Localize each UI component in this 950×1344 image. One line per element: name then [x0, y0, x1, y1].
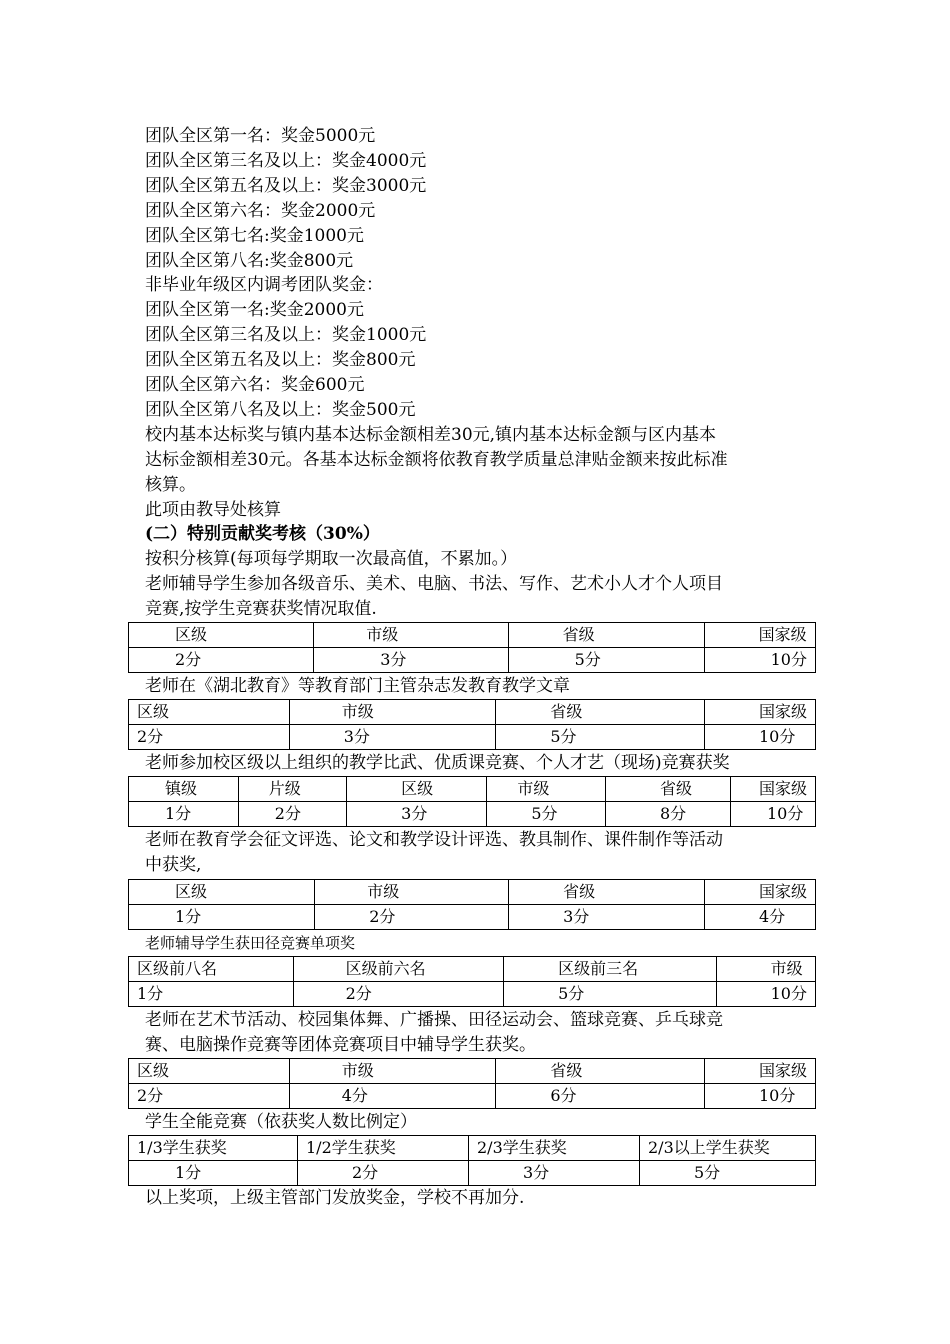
table-cell: 镇级	[129, 777, 239, 802]
table-header-row	[129, 880, 816, 905]
table-cell: 区级	[129, 623, 314, 648]
table-cell: 国家级	[704, 623, 815, 648]
text-line: 团队全区第一名：奖金5000元	[145, 126, 376, 146]
table-caption: 老师在《湖北教育》等教育部门主管杂志发教育教学文章	[145, 676, 570, 696]
text-line: 团队全区第一名:奖金2000元	[145, 300, 364, 320]
table-row	[129, 802, 816, 827]
text-line: 团队全区第七名:奖金1000元	[145, 226, 364, 246]
table-caption: 老师在教育学会征文评选、论文和教学设计评选、教具制作、课件制作等活动	[145, 830, 723, 850]
table-caption: 老师辅导学生获田径竞赛单项奖	[145, 934, 356, 952]
table-cell: 3分	[289, 725, 496, 750]
table-row	[129, 1161, 816, 1186]
text-line: 核算。	[145, 475, 196, 495]
table-header-row	[129, 623, 816, 648]
table-cell: 区级前三名	[504, 957, 717, 982]
score-table-individual-contest	[128, 622, 816, 673]
score-table-track-field	[128, 956, 816, 1007]
table-cell: 区级	[129, 880, 315, 905]
table-caption: 赛、电脑操作竞赛等团体竞赛项目中辅导学生获奖。	[145, 1035, 536, 1055]
table-cell: 1/3学生获奖	[129, 1136, 298, 1161]
table-row	[129, 905, 816, 930]
table-cell: 区级前六名	[293, 957, 504, 982]
score-table-team-contest	[128, 1058, 816, 1109]
table-cell: 国家级	[704, 1059, 815, 1084]
table-cell: 2分	[129, 1084, 290, 1109]
table-cell: 1分	[129, 905, 315, 930]
table-cell: 省级	[606, 777, 731, 802]
table-cell: 5分	[508, 648, 704, 673]
intro-text: 竞赛,按学生竞赛获奖情况取值.	[145, 599, 377, 619]
table-cell: 2/3以上学生获奖	[640, 1136, 816, 1161]
score-table-articles	[128, 699, 816, 750]
text-line: 校内基本达标奖与镇内基本达标金额相差30元,镇内基本达标金额与区内基本	[145, 425, 717, 445]
table-cell: 2/3学生获奖	[469, 1136, 640, 1161]
table-header-row	[129, 1059, 816, 1084]
text-line: 此项由教导处核算	[145, 500, 281, 520]
table-cell: 1/2学生获奖	[298, 1136, 469, 1161]
text-line: 团队全区第六名：奖金600元	[145, 375, 365, 395]
table-cell: 国家级	[730, 777, 815, 802]
table-cell: 1分	[129, 982, 294, 1007]
score-table-papers	[128, 879, 816, 930]
intro-text: 按积分核算(每项每学期取一次最高值，不累加。）	[145, 549, 518, 569]
table-cell: 市级	[289, 700, 496, 725]
table-cell: 3分	[347, 802, 487, 827]
text-line: 团队全区第三名及以上：奖金1000元	[145, 325, 427, 345]
table-row	[129, 982, 816, 1007]
table-cell: 10分	[704, 648, 815, 673]
table-cell: 市级	[289, 1059, 496, 1084]
text-line: 达标金额相差30元。各基本达标金额将依教育教学质量总津贴金额来按此标准	[145, 450, 728, 470]
table-cell: 片级	[238, 777, 346, 802]
table-cell: 2分	[129, 725, 290, 750]
table-cell: 市级	[314, 623, 508, 648]
table-cell: 区级	[129, 1059, 290, 1084]
table-cell: 区级前八名	[129, 957, 294, 982]
table-cell: 2分	[293, 982, 504, 1007]
table-cell: 省级	[496, 700, 705, 725]
table-cell: 10分	[716, 982, 815, 1007]
table-cell: 5分	[640, 1161, 816, 1186]
score-table-teaching-contest	[128, 776, 816, 827]
text-line: 团队全区第三名及以上：奖金4000元	[145, 151, 427, 171]
table-cell: 市级	[716, 957, 815, 982]
score-table-all-round	[128, 1135, 816, 1186]
table-cell: 3分	[314, 648, 508, 673]
table-caption: 学生全能竞赛（依获奖人数比例定）	[145, 1112, 417, 1132]
table-cell: 省级	[496, 1059, 705, 1084]
table-cell: 1分	[129, 1161, 298, 1186]
text-line: 团队全区第五名及以上：奖金800元	[145, 350, 416, 370]
table-cell: 10分	[704, 725, 815, 750]
text-line: 非毕业年级区内调考团队奖金：	[145, 275, 383, 295]
table-cell: 8分	[606, 802, 731, 827]
table-cell: 区级	[347, 777, 487, 802]
table-cell: 2分	[129, 648, 314, 673]
table-cell: 4分	[289, 1084, 496, 1109]
table-cell: 省级	[509, 880, 705, 905]
footer-note: 以上奖项，上级主管部门发放奖金，学校不再加分.	[145, 1188, 525, 1208]
table-cell: 5分	[487, 802, 606, 827]
table-cell: 3分	[469, 1161, 640, 1186]
table-header-row	[129, 700, 816, 725]
table-cell: 2分	[315, 905, 509, 930]
table-caption: 中获奖,	[145, 855, 202, 875]
intro-text: 老师辅导学生参加各级音乐、美术、电脑、书法、写作、艺术小人才个人项目	[145, 574, 723, 594]
table-cell: 3分	[509, 905, 705, 930]
table-cell: 2分	[298, 1161, 469, 1186]
table-cell: 5分	[496, 725, 705, 750]
table-caption: 老师参加校区级以上组织的教学比武、优质课竞赛、个人才艺（现场)竞赛获奖	[145, 753, 730, 773]
table-cell: 2分	[238, 802, 346, 827]
table-cell: 市级	[315, 880, 509, 905]
table-cell: 1分	[129, 802, 239, 827]
table-row	[129, 1084, 816, 1109]
section-heading: (二）特别贡献奖考核（30%）	[145, 524, 380, 544]
table-row	[129, 725, 816, 750]
text-line: 团队全区第八名及以上：奖金500元	[145, 400, 416, 420]
table-cell: 6分	[496, 1084, 705, 1109]
table-cell: 省级	[508, 623, 704, 648]
text-line: 团队全区第八名:奖金800元	[145, 251, 354, 271]
table-header-row	[129, 1136, 816, 1161]
table-cell: 市级	[487, 777, 606, 802]
table-caption: 老师在艺术节活动、校园集体舞、广播操、田径运动会、篮球竞赛、乒乓球竞	[145, 1010, 723, 1030]
table-cell: 区级	[129, 700, 290, 725]
table-cell: 5分	[504, 982, 717, 1007]
table-cell: 10分	[704, 1084, 815, 1109]
table-cell: 4分	[704, 905, 815, 930]
table-cell: 国家级	[704, 700, 815, 725]
table-header-row	[129, 957, 816, 982]
table-cell: 国家级	[704, 880, 815, 905]
table-cell: 10分	[730, 802, 815, 827]
text-line: 团队全区第六名：奖金2000元	[145, 201, 376, 221]
table-header-row	[129, 777, 816, 802]
text-line: 团队全区第五名及以上：奖金3000元	[145, 176, 427, 196]
table-row	[129, 648, 816, 673]
